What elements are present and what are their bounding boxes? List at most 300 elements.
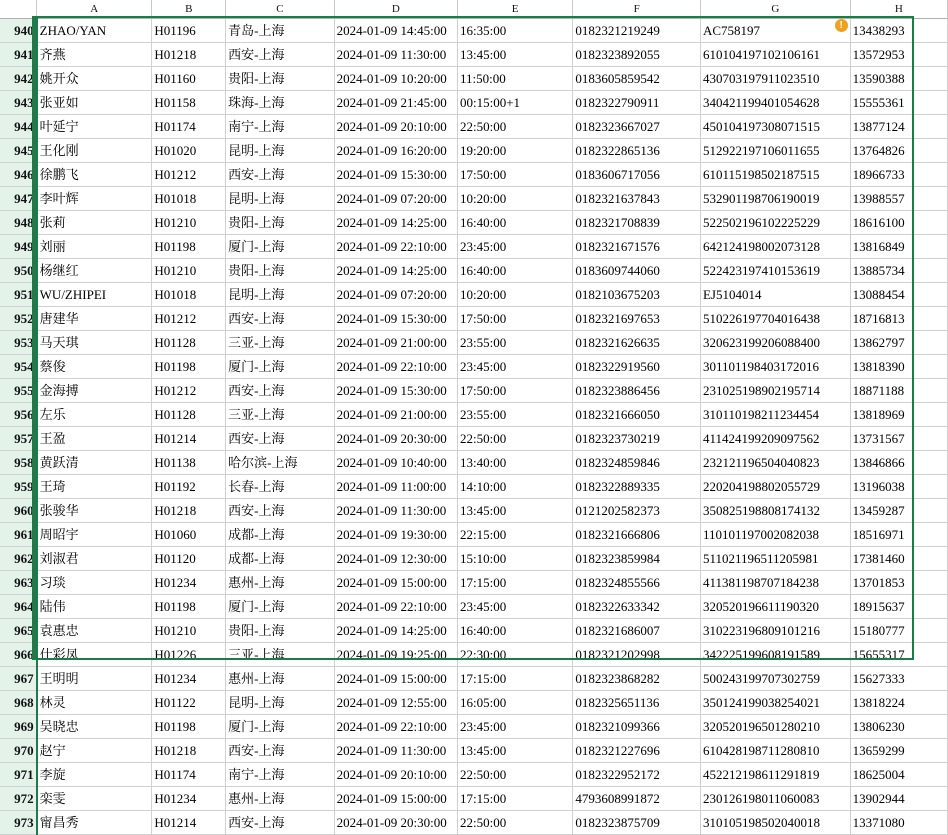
cell-d[interactable]: 2024-01-09 12:55:00: [334, 691, 457, 715]
cell-g[interactable]: 642124198002073128: [700, 235, 850, 259]
cell-h[interactable]: 13438293: [850, 19, 947, 43]
cell-b[interactable]: H01020: [152, 139, 226, 163]
cell-b[interactable]: H01214: [152, 811, 226, 835]
table-row[interactable]: [0, 259, 948, 283]
cell-c[interactable]: 惠州-上海: [226, 667, 334, 691]
cell-g[interactable]: 532901198706190019: [700, 187, 850, 211]
cell-e[interactable]: 23:45:00: [458, 355, 573, 379]
column-header-row[interactable]: [0, 0, 948, 19]
cell-g[interactable]: 320520196611190320: [700, 595, 850, 619]
column-header-e[interactable]: E: [458, 0, 573, 19]
cell-b[interactable]: H01218: [152, 739, 226, 763]
cell-g[interactable]: [700, 19, 850, 43]
column-header-d[interactable]: D: [334, 0, 457, 19]
cell-e[interactable]: 16:40:00: [458, 259, 573, 283]
cell-f[interactable]: 0183606717056: [573, 163, 701, 187]
table-row[interactable]: [0, 403, 948, 427]
cell-c[interactable]: 贵阳-上海: [226, 67, 334, 91]
cell-a[interactable]: 金海搏: [37, 379, 152, 403]
cell-g[interactable]: 301101198403172016: [700, 355, 850, 379]
cell-b[interactable]: H01234: [152, 787, 226, 811]
cell-a[interactable]: 王化刚: [37, 139, 152, 163]
table-row[interactable]: [0, 667, 948, 691]
cell-f[interactable]: 0182323892055: [573, 43, 701, 67]
cell-a[interactable]: 张亚如: [37, 91, 152, 115]
cell-b[interactable]: H01198: [152, 715, 226, 739]
cell-a[interactable]: 林灵: [37, 691, 152, 715]
cell-e[interactable]: 17:50:00: [458, 163, 573, 187]
cell-h[interactable]: 13701853: [850, 571, 947, 595]
row-header[interactable]: 946: [0, 163, 37, 187]
table-row[interactable]: [0, 139, 948, 163]
cell-c[interactable]: 惠州-上海: [226, 571, 334, 595]
cell-b[interactable]: H01138: [152, 451, 226, 475]
cell-a[interactable]: 习琰: [37, 571, 152, 595]
cell-g[interactable]: 342225199608191589: [700, 643, 850, 667]
cell-b[interactable]: H01158: [152, 91, 226, 115]
cell-b[interactable]: H01018: [152, 283, 226, 307]
cell-a[interactable]: 叶延宁: [37, 115, 152, 139]
cell-f[interactable]: 0182323730219: [573, 427, 701, 451]
cell-a[interactable]: 齐燕: [37, 43, 152, 67]
row-header[interactable]: 952: [0, 307, 37, 331]
cell-g[interactable]: 512922197106011655: [700, 139, 850, 163]
cell-d[interactable]: 2024-01-09 07:20:00: [334, 283, 457, 307]
cell-a[interactable]: 蔡俊: [37, 355, 152, 379]
cell-b[interactable]: H01218: [152, 43, 226, 67]
cell-e[interactable]: 13:40:00: [458, 451, 573, 475]
cell-d[interactable]: 2024-01-09 14:25:00: [334, 211, 457, 235]
row-header[interactable]: 967: [0, 667, 37, 691]
cell-e[interactable]: 10:20:00: [458, 283, 573, 307]
cell-b[interactable]: H01128: [152, 331, 226, 355]
cell-e[interactable]: 15:10:00: [458, 547, 573, 571]
cell-d[interactable]: 2024-01-09 10:20:00: [334, 67, 457, 91]
cell-d[interactable]: 2024-01-09 14:45:00: [334, 19, 457, 43]
cell-h[interactable]: 13659299: [850, 739, 947, 763]
cell-f[interactable]: 0182321637843: [573, 187, 701, 211]
table-row[interactable]: [0, 595, 948, 619]
cell-d[interactable]: 2024-01-09 22:10:00: [334, 595, 457, 619]
cell-c[interactable]: 西安-上海: [226, 811, 334, 835]
row-header[interactable]: 970: [0, 739, 37, 763]
cell-g[interactable]: 310223196809101216: [700, 619, 850, 643]
cell-g[interactable]: 610115198502187515: [700, 163, 850, 187]
cell-d[interactable]: 2024-01-09 14:25:00: [334, 259, 457, 283]
select-all-corner[interactable]: [0, 0, 37, 19]
cell-e[interactable]: 17:15:00: [458, 667, 573, 691]
row-header[interactable]: 947: [0, 187, 37, 211]
cell-b[interactable]: H01234: [152, 667, 226, 691]
cell-e[interactable]: 23:45:00: [458, 235, 573, 259]
row-header[interactable]: 960: [0, 499, 37, 523]
cell-f[interactable]: 0182321219249: [573, 19, 701, 43]
cell-e[interactable]: 22:30:00: [458, 643, 573, 667]
row-header[interactable]: 958: [0, 451, 37, 475]
cell-f[interactable]: 0182322633342: [573, 595, 701, 619]
cell-b[interactable]: H01198: [152, 355, 226, 379]
cell-h[interactable]: 15627333: [850, 667, 947, 691]
row-header[interactable]: 943: [0, 91, 37, 115]
cell-g[interactable]: 232121196504040823: [700, 451, 850, 475]
table-row[interactable]: [0, 331, 948, 355]
cell-g[interactable]: 350825198808174132: [700, 499, 850, 523]
cell-f[interactable]: 0182321686007: [573, 619, 701, 643]
cell-a[interactable]: 仕彩凤: [37, 643, 152, 667]
row-header[interactable]: 972: [0, 787, 37, 811]
cell-d[interactable]: 2024-01-09 20:10:00: [334, 115, 457, 139]
cell-d[interactable]: 2024-01-09 16:20:00: [334, 139, 457, 163]
cell-h[interactable]: 18616100: [850, 211, 947, 235]
cell-f[interactable]: 0182321666806: [573, 523, 701, 547]
cell-h[interactable]: 18871188: [850, 379, 947, 403]
row-header[interactable]: 965: [0, 619, 37, 643]
cell-d[interactable]: 2024-01-09 15:00:00: [334, 667, 457, 691]
row-header[interactable]: 950: [0, 259, 37, 283]
cell-g[interactable]: 510226197704016438: [700, 307, 850, 331]
cell-g[interactable]: 430703197911023510: [700, 67, 850, 91]
cell-e[interactable]: 16:40:00: [458, 619, 573, 643]
cell-d[interactable]: 2024-01-09 11:30:00: [334, 739, 457, 763]
cell-e[interactable]: 14:10:00: [458, 475, 573, 499]
cell-b[interactable]: H01174: [152, 763, 226, 787]
row-header[interactable]: 959: [0, 475, 37, 499]
table-row[interactable]: [0, 571, 948, 595]
cell-c[interactable]: 西安-上海: [226, 739, 334, 763]
cell-b[interactable]: H01122: [152, 691, 226, 715]
cell-b[interactable]: H01192: [152, 475, 226, 499]
row-header[interactable]: 940: [0, 19, 37, 43]
cell-a[interactable]: ZHAO/YAN: [37, 19, 152, 43]
cell-c[interactable]: 厦门-上海: [226, 235, 334, 259]
table-row[interactable]: [0, 427, 948, 451]
row-header[interactable]: 941: [0, 43, 37, 67]
cell-h[interactable]: 13885734: [850, 259, 947, 283]
column-header-h[interactable]: H: [850, 0, 947, 19]
cell-f[interactable]: 0182321671576: [573, 235, 701, 259]
cell-e[interactable]: 17:15:00: [458, 571, 573, 595]
cell-f[interactable]: 0182322952172: [573, 763, 701, 787]
cell-f[interactable]: 0183605859542: [573, 67, 701, 91]
cell-e[interactable]: 10:20:00: [458, 187, 573, 211]
cell-f[interactable]: 0182321202998: [573, 643, 701, 667]
cell-c[interactable]: 惠州-上海: [226, 787, 334, 811]
row-header[interactable]: 951: [0, 283, 37, 307]
cell-a[interactable]: 甯昌秀: [37, 811, 152, 835]
cell-c[interactable]: 三亚-上海: [226, 643, 334, 667]
row-header[interactable]: 966: [0, 643, 37, 667]
cell-e[interactable]: 17:15:00: [458, 787, 573, 811]
cell-f[interactable]: 0182321708839: [573, 211, 701, 235]
cell-e[interactable]: 22:50:00: [458, 427, 573, 451]
cell-a[interactable]: 赵宁: [37, 739, 152, 763]
row-header[interactable]: 964: [0, 595, 37, 619]
cell-a[interactable]: 姚开众: [37, 67, 152, 91]
cell-h[interactable]: 18716813: [850, 307, 947, 331]
cell-c[interactable]: 成都-上海: [226, 523, 334, 547]
cell-g[interactable]: 500243199707302759: [700, 667, 850, 691]
row-header[interactable]: 955: [0, 379, 37, 403]
cell-d[interactable]: 2024-01-09 20:30:00: [334, 811, 457, 835]
cell-h[interactable]: 13877124: [850, 115, 947, 139]
cell-h[interactable]: 18915637: [850, 595, 947, 619]
cell-h[interactable]: 13764826: [850, 139, 947, 163]
cell-c[interactable]: 南宁-上海: [226, 115, 334, 139]
column-header-b[interactable]: B: [152, 0, 226, 19]
cell-h[interactable]: 15655317: [850, 643, 947, 667]
cell-c[interactable]: 珠海-上海: [226, 91, 334, 115]
cell-d[interactable]: 2024-01-09 11:30:00: [334, 499, 457, 523]
cell-e[interactable]: 17:50:00: [458, 379, 573, 403]
cell-e[interactable]: 22:50:00: [458, 811, 573, 835]
table-row[interactable]: [0, 643, 948, 667]
cell-c[interactable]: 贵阳-上海: [226, 211, 334, 235]
cell-a[interactable]: 吴晓忠: [37, 715, 152, 739]
cell-c[interactable]: 西安-上海: [226, 427, 334, 451]
cell-g[interactable]: 522423197410153619: [700, 259, 850, 283]
table-row[interactable]: [0, 475, 948, 499]
cell-c[interactable]: 西安-上海: [226, 307, 334, 331]
cell-h[interactable]: 13818390: [850, 355, 947, 379]
cell-b[interactable]: H01234: [152, 571, 226, 595]
cell-g[interactable]: 610428198711280810: [700, 739, 850, 763]
cell-a[interactable]: 王明明: [37, 667, 152, 691]
cell-c[interactable]: 南宁-上海: [226, 763, 334, 787]
cell-f[interactable]: 0182321697653: [573, 307, 701, 331]
table-row[interactable]: [0, 379, 948, 403]
cell-h[interactable]: 15180777: [850, 619, 947, 643]
table-row[interactable]: [0, 211, 948, 235]
cell-b[interactable]: H01214: [152, 427, 226, 451]
cell-d[interactable]: 2024-01-09 19:25:00: [334, 643, 457, 667]
cell-g[interactable]: 310105198502040018: [700, 811, 850, 835]
column-header-f[interactable]: F: [573, 0, 701, 19]
cell-c[interactable]: 贵阳-上海: [226, 619, 334, 643]
cell-c[interactable]: 青岛-上海: [226, 19, 334, 43]
cell-b[interactable]: H01198: [152, 595, 226, 619]
cell-d[interactable]: 2024-01-09 22:10:00: [334, 235, 457, 259]
cell-c[interactable]: 哈尔滨-上海: [226, 451, 334, 475]
cell-a[interactable]: 张莉: [37, 211, 152, 235]
cell-c[interactable]: 贵阳-上海: [226, 259, 334, 283]
cell-d[interactable]: 2024-01-09 15:30:00: [334, 379, 457, 403]
cell-a[interactable]: 李旋: [37, 763, 152, 787]
cell-a[interactable]: 马天琪: [37, 331, 152, 355]
cell-b[interactable]: H01174: [152, 115, 226, 139]
cell-g[interactable]: 340421199401054628: [700, 91, 850, 115]
cell-d[interactable]: 2024-01-09 21:00:00: [334, 331, 457, 355]
cell-d[interactable]: 2024-01-09 12:30:00: [334, 547, 457, 571]
cell-d[interactable]: 2024-01-09 15:30:00: [334, 163, 457, 187]
row-header[interactable]: 963: [0, 571, 37, 595]
cell-c[interactable]: 成都-上海: [226, 547, 334, 571]
cell-f[interactable]: 0182323667027: [573, 115, 701, 139]
cell-d[interactable]: 2024-01-09 20:30:00: [334, 427, 457, 451]
table-row[interactable]: [0, 91, 948, 115]
cell-f[interactable]: 0182321626635: [573, 331, 701, 355]
cell-h[interactable]: 18625004: [850, 763, 947, 787]
cell-e[interactable]: 22:50:00: [458, 115, 573, 139]
column-header-g[interactable]: G: [700, 0, 850, 19]
cell-d[interactable]: 2024-01-09 11:30:00: [334, 43, 457, 67]
cell-g[interactable]: 522502196102225229: [700, 211, 850, 235]
cell-h[interactable]: 17381460: [850, 547, 947, 571]
cell-a[interactable]: 徐鹏飞: [37, 163, 152, 187]
cell-g[interactable]: 450104197308071515: [700, 115, 850, 139]
cell-a[interactable]: 刘淑君: [37, 547, 152, 571]
cell-b[interactable]: H01196: [152, 19, 226, 43]
column-header-a[interactable]: A: [37, 0, 152, 19]
cell-b[interactable]: H01120: [152, 547, 226, 571]
cell-e[interactable]: 22:15:00: [458, 523, 573, 547]
table-row[interactable]: [0, 787, 948, 811]
table-row[interactable]: [0, 43, 948, 67]
cell-c[interactable]: 西安-上海: [226, 499, 334, 523]
cell-f[interactable]: 0182321099366: [573, 715, 701, 739]
table-row[interactable]: [0, 691, 948, 715]
cell-g[interactable]: 231025198902195714: [700, 379, 850, 403]
cell-e[interactable]: 23:45:00: [458, 595, 573, 619]
cell-h[interactable]: 13818224: [850, 691, 947, 715]
cell-e[interactable]: 13:45:00: [458, 499, 573, 523]
table-row[interactable]: [0, 499, 948, 523]
cell-h[interactable]: 13818969: [850, 403, 947, 427]
cell-b[interactable]: H01198: [152, 235, 226, 259]
cell-g[interactable]: 320623199206088400: [700, 331, 850, 355]
cell-g[interactable]: 411381198707184238: [700, 571, 850, 595]
cell-b[interactable]: H01212: [152, 163, 226, 187]
cell-c[interactable]: 厦门-上海: [226, 715, 334, 739]
cell-g[interactable]: 511021196511205981: [700, 547, 850, 571]
cell-c[interactable]: 昆明-上海: [226, 691, 334, 715]
cell-h[interactable]: 13816849: [850, 235, 947, 259]
cell-c[interactable]: 长春-上海: [226, 475, 334, 499]
cell-d[interactable]: 2024-01-09 11:00:00: [334, 475, 457, 499]
cell-b[interactable]: H01212: [152, 379, 226, 403]
table-row[interactable]: [0, 283, 948, 307]
cell-f[interactable]: 0182322790911: [573, 91, 701, 115]
cell-h[interactable]: 13902944: [850, 787, 947, 811]
cell-e[interactable]: 13:45:00: [458, 43, 573, 67]
cell-a[interactable]: 周昭宇: [37, 523, 152, 547]
cell-c[interactable]: 厦门-上海: [226, 595, 334, 619]
cell-a[interactable]: 王盈: [37, 427, 152, 451]
table-row[interactable]: [0, 115, 948, 139]
cell-b[interactable]: H01160: [152, 67, 226, 91]
row-header[interactable]: 953: [0, 331, 37, 355]
cell-e[interactable]: 13:45:00: [458, 739, 573, 763]
cell-a[interactable]: WU/ZHIPEI: [37, 283, 152, 307]
table-row[interactable]: [0, 811, 948, 835]
cell-a[interactable]: 王琦: [37, 475, 152, 499]
cell-e[interactable]: 23:55:00: [458, 331, 573, 355]
row-header[interactable]: 944: [0, 115, 37, 139]
cell-e[interactable]: 22:50:00: [458, 763, 573, 787]
cell-d[interactable]: 2024-01-09 07:20:00: [334, 187, 457, 211]
cell-a[interactable]: 唐建华: [37, 307, 152, 331]
cell-h[interactable]: 13988557: [850, 187, 947, 211]
cell-d[interactable]: 2024-01-09 21:00:00: [334, 403, 457, 427]
cell-b[interactable]: H01210: [152, 211, 226, 235]
cell-a[interactable]: 陆伟: [37, 595, 152, 619]
row-header[interactable]: 945: [0, 139, 37, 163]
cell-h[interactable]: 15555361: [850, 91, 947, 115]
cell-e[interactable]: 00:15:00+1: [458, 91, 573, 115]
row-header[interactable]: 956: [0, 403, 37, 427]
table-row[interactable]: [0, 67, 948, 91]
cell-f[interactable]: 0182103675203: [573, 283, 701, 307]
cell-c[interactable]: 西安-上海: [226, 43, 334, 67]
cell-e[interactable]: 23:45:00: [458, 715, 573, 739]
table-row[interactable]: [0, 451, 948, 475]
cell-a[interactable]: 杨继红: [37, 259, 152, 283]
table-row[interactable]: [0, 763, 948, 787]
cell-g[interactable]: 610104197102106161: [700, 43, 850, 67]
table-row[interactable]: [0, 235, 948, 259]
table-row[interactable]: [0, 619, 948, 643]
cell-b[interactable]: H01128: [152, 403, 226, 427]
cell-f[interactable]: 4793608991872: [573, 787, 701, 811]
row-header[interactable]: 961: [0, 523, 37, 547]
cell-g[interactable]: 220204198802055729: [700, 475, 850, 499]
cell-a[interactable]: 袁惠忠: [37, 619, 152, 643]
cell-b[interactable]: H01060: [152, 523, 226, 547]
cell-f[interactable]: 0182323859984: [573, 547, 701, 571]
cell-b[interactable]: H01018: [152, 187, 226, 211]
row-header[interactable]: 949: [0, 235, 37, 259]
cell-f[interactable]: 0182323886456: [573, 379, 701, 403]
row-header[interactable]: 942: [0, 67, 37, 91]
table-row[interactable]: [0, 187, 948, 211]
cell-a[interactable]: 张骏华: [37, 499, 152, 523]
cell-h[interactable]: 13862797: [850, 331, 947, 355]
cell-b[interactable]: H01210: [152, 619, 226, 643]
cell-g[interactable]: 320520196501280210: [700, 715, 850, 739]
row-header[interactable]: 969: [0, 715, 37, 739]
cell-d[interactable]: 2024-01-09 21:45:00: [334, 91, 457, 115]
cell-f[interactable]: 0182323868282: [573, 667, 701, 691]
cell-d[interactable]: 2024-01-09 22:10:00: [334, 355, 457, 379]
cell-d[interactable]: 2024-01-09 15:30:00: [334, 307, 457, 331]
cell-e[interactable]: 11:50:00: [458, 67, 573, 91]
cell-g[interactable]: 452212198611291819: [700, 763, 850, 787]
cell-d[interactable]: 2024-01-09 22:10:00: [334, 715, 457, 739]
cell-e[interactable]: 23:55:00: [458, 403, 573, 427]
cell-c[interactable]: 三亚-上海: [226, 403, 334, 427]
cell-f[interactable]: 0182324859846: [573, 451, 701, 475]
cell-e[interactable]: 17:50:00: [458, 307, 573, 331]
cell-f[interactable]: 0182324855566: [573, 571, 701, 595]
cell-h[interactable]: 13806230: [850, 715, 947, 739]
cell-h[interactable]: 13088454: [850, 283, 947, 307]
row-header[interactable]: 968: [0, 691, 37, 715]
cell-a[interactable]: 李叶辉: [37, 187, 152, 211]
row-header[interactable]: 962: [0, 547, 37, 571]
row-header[interactable]: 973: [0, 811, 37, 835]
cell-f[interactable]: 0182323875709: [573, 811, 701, 835]
cell-g[interactable]: 230126198011060083: [700, 787, 850, 811]
cell-h[interactable]: 13731567: [850, 427, 947, 451]
cell-e[interactable]: 16:35:00: [458, 19, 573, 43]
cell-h[interactable]: 13459287: [850, 499, 947, 523]
cell-f[interactable]: 0182322889335: [573, 475, 701, 499]
cell-d[interactable]: 2024-01-09 15:00:00: [334, 571, 457, 595]
cell-c[interactable]: 三亚-上海: [226, 331, 334, 355]
cell-a[interactable]: 栾雯: [37, 787, 152, 811]
cell-b[interactable]: H01218: [152, 499, 226, 523]
table-row[interactable]: [0, 355, 948, 379]
cell-a[interactable]: 刘丽: [37, 235, 152, 259]
